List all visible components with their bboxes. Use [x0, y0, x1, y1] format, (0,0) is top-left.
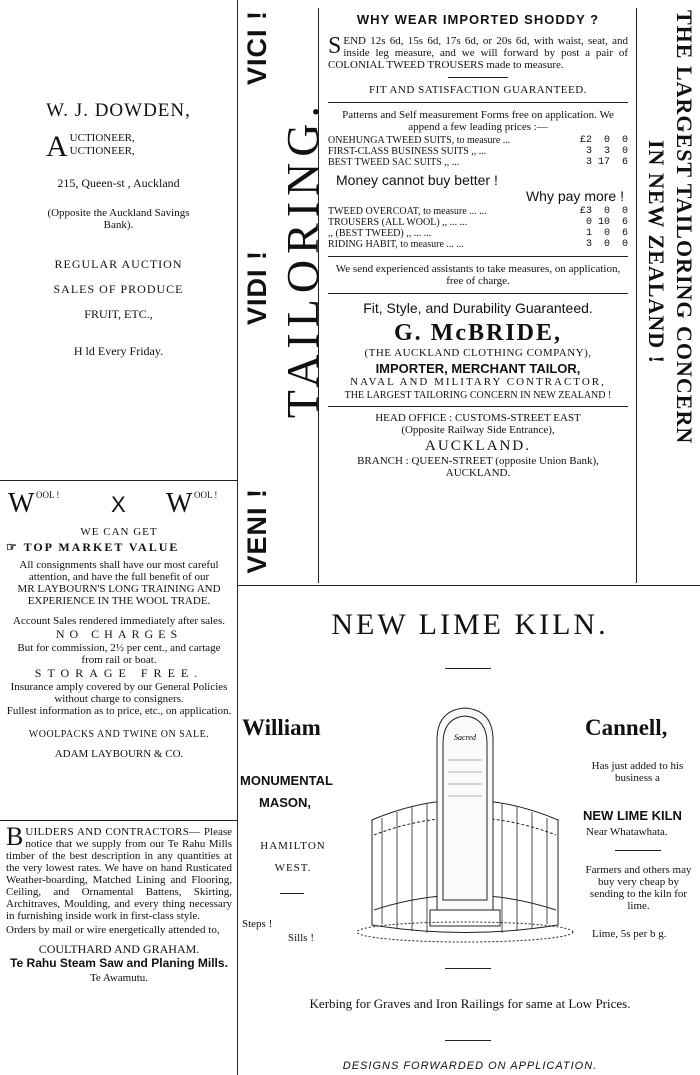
wool-right: OOL !	[194, 490, 218, 500]
mcbride-largest: THE LARGEST TAILORING CONCERN IN NEW ZEALAND !	[344, 390, 612, 401]
coulthard-advert	[6, 822, 232, 984]
farmers-text: Farmers and others may buy very cheap by sending to the kiln for lime.	[585, 864, 692, 912]
builders-para: Please notice that we supply from our Te Rahu Mills timber of the best description in any quantities at the very lowest rates. We have on hand Rusticated Weather-boarding, Matched Lining and Flooring, Ceiling, and Ornamental Battens, Skirting, Architraves, Moulding, and every thing necessary in furnishing inside work in first-class style.	[6, 826, 232, 922]
rule	[615, 850, 661, 851]
dowden-role	[46, 132, 231, 166]
dowden-line: SALES OF PRODUCE	[53, 282, 184, 296]
price-row	[328, 239, 628, 250]
we-can-get: WE CAN GET	[80, 526, 158, 538]
vici-text: VICI !	[242, 10, 272, 86]
wool-x: X	[111, 492, 126, 517]
dowden-name: W. J. DOWDEN,	[46, 100, 191, 121]
rule	[280, 893, 304, 894]
laybourn-para: But for commission, 2½ per cent., and cartage from rail or boat.	[17, 642, 221, 666]
mcbride-head-office: HEAD OFFICE : CUSTOMS-STREET EAST	[375, 412, 581, 424]
dowden-address: 215, Queen-st , Auckland	[57, 176, 180, 190]
shoddy-heading: WHY WEAR IMPORTED SHODDY ?	[356, 12, 600, 27]
laybourn-para: All consignments shall have our most careful attention, and have the full benefit of our	[19, 559, 219, 583]
laybourn-company: ADAM LAYBOURN & CO.	[54, 748, 184, 760]
no-charges: NO CHARGES	[55, 627, 183, 641]
new-zealand-text: IN NEW ZEALAND !	[644, 140, 669, 365]
price-list-1	[328, 135, 628, 168]
wool-header	[6, 488, 232, 522]
lime-price: Lime, 5s per b g.	[592, 928, 667, 940]
cannell-first: William	[242, 715, 321, 740]
designs-text: DESIGNS FORWARDED ON APPLICATION.	[342, 1060, 598, 1072]
tailoring-text: TAILORING.	[277, 100, 328, 419]
wool-cap: W	[166, 488, 193, 519]
price-row	[328, 146, 628, 157]
price-value: £2 0 0	[579, 135, 628, 146]
price-value: £3 0 0	[579, 206, 628, 217]
dowden-line: H ld Every Friday.	[73, 344, 164, 358]
wool-cap: W	[8, 488, 35, 519]
price-value: 1 0 6	[585, 228, 628, 239]
mcbride-importer: IMPORTER, MERCHANT TAILOR,	[375, 361, 581, 376]
has-added: Has just added to his business a	[591, 760, 684, 784]
kerbing-text: Kerbing for Graves and Iron Railings for same at Low Prices.	[309, 996, 631, 1011]
monument-illustration	[352, 700, 578, 945]
lime-kiln-title: NEW LIME KILN.	[331, 608, 609, 641]
section-rule	[0, 480, 237, 481]
dowden-role-line: UCTIONEER,	[69, 145, 135, 157]
price-item: FIRST-CLASS BUSINESS SUITS ,, ...	[328, 146, 487, 157]
cannell-last: Cannell,	[585, 715, 668, 740]
fit-style-text: Fit, Style, and Durability Guaranteed.	[363, 300, 593, 316]
price-value: 3 3 0	[585, 146, 628, 157]
rule	[445, 668, 491, 669]
price-value: 3 17 6	[585, 157, 628, 168]
builders-heading: UILDERS AND CONTRACTORS—	[25, 826, 201, 838]
vidi-text: VIDI !	[242, 250, 272, 326]
price-item: ,, (BEST TWEED) ,, ... ...	[328, 228, 432, 239]
builders-cap: B	[6, 822, 24, 851]
dowden-line: FRUIT, ETC.,	[84, 307, 153, 321]
price-item: TWEED OVERCOAT, to measure ... ...	[328, 206, 487, 217]
price-value: 3 0 0	[585, 239, 628, 250]
near-whatawhata: Near Whatawhata.	[586, 826, 668, 838]
woolpacks: WOOLPACKS AND TWINE ON SALE.	[28, 729, 210, 740]
dowden-role-cap: A	[46, 130, 68, 163]
price-item: ONEHUNGA TWEED SUITS, to measure ...	[328, 135, 511, 146]
veni-text: VENI !	[242, 488, 272, 574]
intro-cap: S	[328, 33, 342, 59]
dowden-opposite: (Opposite the Auckland Savings Bank).	[47, 207, 190, 231]
rule	[445, 1040, 491, 1041]
price-row	[328, 157, 628, 168]
column-rule	[237, 0, 238, 1075]
dowden-line: REGULAR AUCTION	[54, 257, 183, 271]
rule	[328, 102, 628, 103]
fit-satisfaction: FIT AND SATISFACTION GUARANTEED.	[369, 84, 587, 96]
builders-notice	[6, 822, 232, 922]
section-rule	[0, 820, 237, 821]
hamilton-west: HAMILTON WEST.	[260, 840, 326, 874]
mcbride-advert	[328, 12, 628, 479]
largest-concern-text: THE LARGEST TAILORING CONCERN	[672, 10, 697, 445]
monument-inscription: Sacred	[454, 733, 476, 742]
dowden-advert	[6, 100, 231, 359]
coulthard-place: Te Awamutu.	[89, 972, 149, 984]
rule	[328, 406, 628, 407]
money-line-1: Money cannot buy better !	[336, 172, 498, 188]
laybourn-para: Insurance amply covered by our General Policies without charge to consigners.	[10, 681, 228, 705]
laybourn-para: Account Sales rendered immediately after sales.	[13, 615, 225, 627]
pointing-hand-icon: ☞	[6, 540, 19, 554]
laybourn-para: Fullest information as to price, etc., on application.	[6, 705, 232, 717]
sills-text: Sills !	[288, 932, 314, 944]
new-kiln-heading: NEW LIME KILN	[583, 808, 682, 823]
wool-left: OOL !	[36, 490, 60, 500]
mcbride-opposite: (Opposite Railway Side Entrance),	[401, 424, 555, 436]
money-line-2: Why pay more !	[525, 188, 624, 204]
price-list-2	[328, 206, 628, 250]
price-item: BEST TWEED SAC SUITS ,, ...	[328, 157, 460, 168]
rule	[328, 256, 628, 257]
mcbride-naval: NAVAL AND MILITARY CONTRACTOR,	[350, 376, 606, 388]
steps-text: Steps !	[242, 918, 273, 930]
patterns-text: Patterns and Self measurement Forms free on application. We append a few leading prices :—	[342, 109, 614, 133]
mcbride-company: (THE AUCKLAND CLOTHING COMPANY),	[364, 347, 592, 359]
storage-free: STORAGE FREE.	[34, 666, 204, 680]
mcbride-name: G. McBRIDE,	[394, 320, 562, 346]
price-row	[328, 228, 628, 239]
assistants-text: We send experienced assistants to take measures, on application, free of charge.	[335, 263, 621, 287]
monumental-mason: MONUMENTAL MASON,	[240, 773, 333, 810]
price-item: TROUSERS (ALL WOOL) ,, ... ...	[328, 217, 468, 228]
rule	[445, 968, 491, 969]
builders-para2: Orders by mail or wire energetically attended to,	[6, 924, 220, 936]
dowden-role-line: UCTIONEER,	[69, 132, 135, 144]
mcbride-auckland: AUCKLAND.	[425, 438, 531, 454]
price-row	[328, 135, 628, 146]
rule	[448, 77, 508, 78]
price-row	[328, 217, 628, 228]
coulthard-firm: COULTHARD AND GRAHAM.	[38, 942, 200, 956]
price-item: RIDING HABIT, to measure ... ...	[328, 239, 464, 250]
coulthard-mills: Te Rahu Steam Saw and Planing Mills.	[10, 956, 228, 970]
mcbride-branch: BRANCH : QUEEN-STREET (opposite Union Bank), AUCKLAND.	[357, 455, 599, 479]
laybourn-advert	[6, 488, 232, 760]
price-row	[328, 206, 628, 217]
shoddy-intro: S END 12s 6d, 15s 6d, 17s 6d, or 20s 6d, with waist, seat, and inside leg measure, and we will forward by post a pair of COLONIAL TWEED TROUSERS made to measure.	[328, 33, 628, 71]
top-market: ☞ TOP MARKET VALUE	[6, 540, 180, 554]
price-value: 0 10 6	[585, 217, 628, 228]
section-rule	[237, 585, 700, 586]
box-rule	[636, 8, 637, 583]
rule	[328, 293, 628, 294]
laybourn-para: MR LAYBOURN'S LONG TRAINING AND EXPERIENCE IN THE WOOL TRADE.	[17, 583, 221, 607]
